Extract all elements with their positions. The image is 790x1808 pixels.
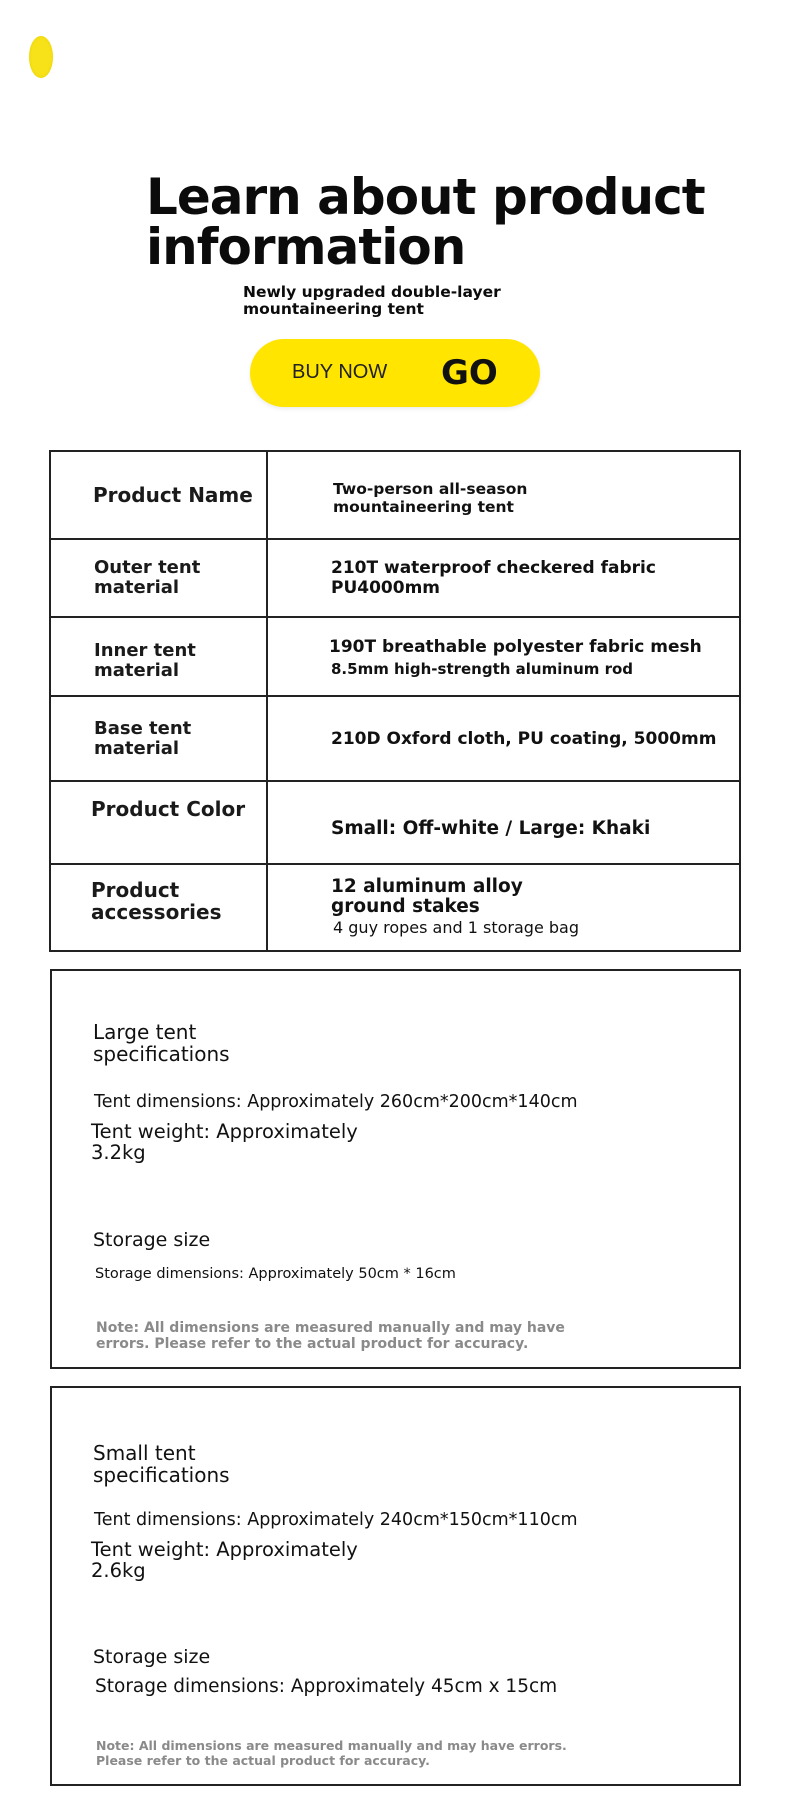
table-row-label xyxy=(51,697,268,780)
table-value-text: Two-person all-season xyxy=(333,480,528,498)
table-row xyxy=(51,618,739,697)
small-spec-title: Small tent specifications xyxy=(93,1441,230,1487)
table-row-value xyxy=(268,540,739,616)
table-label-text: Base tent xyxy=(94,717,192,739)
table-row-value xyxy=(268,697,739,780)
large-tent-spec-box xyxy=(50,969,741,1369)
table-row-label xyxy=(51,782,268,863)
large-spec-storage-title: Storage size xyxy=(93,1229,211,1251)
small-spec-note: Note: All dimensions are measured manually and may have errors. Please refer to the actual product for accuracy. xyxy=(96,1738,567,1768)
table-value-text: 12 aluminum alloy xyxy=(331,875,523,897)
table-row-label xyxy=(51,452,268,538)
large-spec-dimensions: Tent dimensions: Approximately 260cm*200cm*140cm xyxy=(94,1092,578,1112)
table-value-text: ground stakes xyxy=(331,895,480,917)
large-spec-title: Large tent specifications xyxy=(93,1020,230,1066)
small-spec-storage-dimensions: Storage dimensions: Approximately 45cm x 15cm xyxy=(95,1676,558,1697)
page-subtitle xyxy=(243,284,563,318)
table-value-text: 8.5mm high-strength aluminum rod xyxy=(331,659,634,678)
table-row xyxy=(51,865,739,950)
table-row-value xyxy=(268,618,739,695)
table-row-label xyxy=(51,865,268,950)
table-row xyxy=(51,452,739,540)
small-spec-weight: Tent weight: Approximately 2.6kg xyxy=(91,1538,358,1582)
page-title-line1: Learn about product xyxy=(146,168,705,226)
table-value-text: 210T waterproof checkered fabric PU4000mm xyxy=(331,558,656,598)
table-row-value xyxy=(268,452,739,538)
table-value-text: 210D Oxford cloth, PU coating, 5000mm xyxy=(331,728,717,749)
large-spec-storage-dimensions: Storage dimensions: Approximately 50cm * 16cm xyxy=(95,1266,456,1282)
table-label-text: accessories xyxy=(91,900,222,924)
table-row-label xyxy=(51,618,268,695)
table-label-text: material xyxy=(94,737,180,759)
table-row xyxy=(51,782,739,865)
go-label: GO xyxy=(441,353,498,393)
small-spec-dimensions: Tent dimensions: Approximately 240cm*150cm*110cm xyxy=(94,1510,578,1530)
brand-logo-icon xyxy=(29,36,53,78)
table-label-text: Product Color xyxy=(91,797,246,821)
page-title-line2: information xyxy=(146,218,466,276)
large-spec-weight: Tent weight: Approximately 3.2kg xyxy=(91,1120,358,1164)
buy-now-label: BUY NOW xyxy=(292,361,388,383)
page-subtitle-line2: mountaineering tent xyxy=(243,300,424,318)
table-row-value xyxy=(268,782,739,863)
table-label-text: material xyxy=(94,659,180,681)
table-row xyxy=(51,540,739,618)
table-value-text: 4 guy ropes and 1 storage bag xyxy=(333,917,579,937)
table-label-text: Outer tent xyxy=(94,557,201,578)
table-label-text: Product Name xyxy=(93,483,253,507)
table-value-text: mountaineering tent xyxy=(333,498,514,516)
table-label-text: material xyxy=(94,577,180,598)
product-spec-table xyxy=(49,450,741,952)
table-label-text: Inner tent xyxy=(94,639,196,661)
table-row-label xyxy=(51,540,268,616)
small-spec-storage-title: Storage size xyxy=(93,1646,211,1668)
table-value-text: 190T breathable polyester fabric mesh xyxy=(329,636,702,657)
table-value-text: Small: Off-white / Large: Khaki xyxy=(331,817,651,839)
page-subtitle-line1: Newly upgraded double-layer xyxy=(243,283,501,301)
table-label-text: Product xyxy=(91,878,180,902)
table-row xyxy=(51,697,739,782)
table-row-value xyxy=(268,865,739,950)
page-title xyxy=(146,168,706,276)
buy-now-button[interactable] xyxy=(250,339,540,407)
large-spec-note: Note: All dimensions are measured manually and may have errors. Please refer to the actual product for accuracy. xyxy=(96,1320,565,1352)
small-tent-spec-box xyxy=(50,1386,741,1786)
